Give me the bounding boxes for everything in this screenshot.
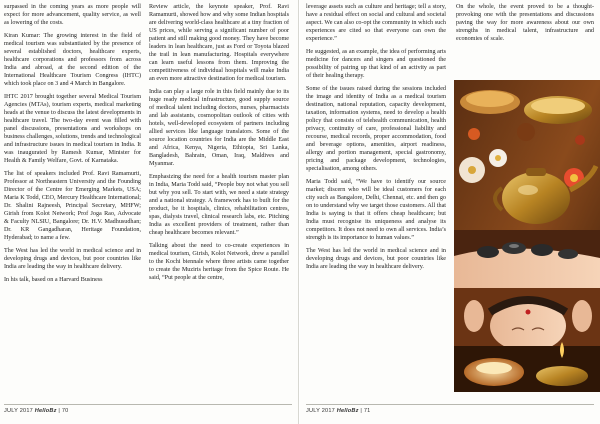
footer-divider: [4, 404, 292, 405]
left-column-1: [4, 3, 141, 400]
footer-brand: HelloBz: [34, 408, 57, 414]
page-footer-right: [306, 408, 370, 414]
photo-illustration: [454, 80, 600, 392]
left-page: [0, 0, 299, 424]
oil-lamp: [454, 342, 600, 392]
page-number: | 71: [360, 408, 371, 414]
right-column-2: [456, 3, 594, 79]
paragraph: Talking about the need to co-create experiences in medical tourism, Girish, Kolot Network, drew a parallel to the Kochi biennale where three artists came together to create the Muziris heritage from the Spice Route. He said, “Put people at the centre,: [149, 243, 289, 281]
paragraph: India can play a large role in this field mainly due to its huge ready medical infrastructure, good supply source of medical talent including doctors, nurses, pharmacists and lab assistants, cosmopolitan outlook of cities with hotels, well-developed ecosystem of partners including allied services like language translators. Some of the source location countries for India are the Middle East and Africa, Kenya, Nigeria, Ethiopia, Sri Lanka, Bangladesh, Bahrain, Oman, Iraq, Maldives and Myanmar.: [149, 89, 289, 167]
footer-month: JULY 2017: [4, 408, 33, 414]
paragraph: IHTC 2017 brought together several Medical Tourism Agencies (MTAs), tourism experts, medical marketing heads at the venue to discuss the latest developments in healthcare travel. The two-day event was filled with panel discussions, presentations and workshops on business challenges, solutions, trends and technological and infrastructure issues in medical tourism in India. It was inaugurated by Ramesh Kumar, Minister for Health & Family Welfare, Govt. of Karnataka.: [4, 94, 141, 164]
right-column-1: [306, 3, 446, 400]
footer-divider: [306, 404, 594, 405]
paragraph: Emphasizing the need for a health tourism master plan in India, Maria Todd said, “People buy not what you sell but why you sell. To start with, we need a state strategy and a national strategy. A framework has to built for the product, be it hospitals, clinics, rehabilitation centres, spas, dialysis travel, clinical research labs, etc. Pitching India as excellent providers of treatment, rather than cheap healthcare becomes relevant.”: [149, 174, 289, 236]
paragraph: The West has led the world in medical science and in developing drugs and devices, but poor countries like India are leading the way in healthcare delivery.: [4, 248, 141, 270]
paragraph: In his talk, based on a Harvard Business: [4, 277, 103, 283]
page-footer-left: [4, 408, 68, 414]
paragraph: On the whole, the event proved to be a thought-provoking one with the presentations and discussions paving the way for more awareness about our own strengths in medical talent, infrastructure and economies of scale.: [456, 4, 594, 42]
stone-massage: [454, 230, 600, 288]
paragraph: surpassed in the coming years as more people will expect for more advancement, quality service, as well as lowering of the costs.: [4, 4, 141, 26]
head-massage: [454, 288, 600, 352]
left-column-2: [149, 3, 289, 400]
footer-month: JULY 2017: [306, 408, 335, 414]
page-number: | 70: [58, 408, 69, 414]
paragraph: Some of the issues raised during the sessions included the image and identity of India as a medical tourism destination, national reputation, capacity development, taxation, information systems, need to develop a health policy that consists of telehealth communication, health privacy, continuity of care, professional liability and recourse, medical records, proper accommodation, food and beverage options, amenities, airport readiness, allergy and portion management, special gastronomy, pricing and package development, technologies, specialisation, among others.: [306, 86, 446, 172]
right-page: [300, 0, 600, 424]
paragraph: Maria Todd said, “We have to identify our source market; discern who will be ideal customers for each city such as Bangalore, Delhi, Chennai, etc. and then go on to understand why we target those customers. All that India is saying is that it offers cheap healthcare; but India must recognise its uniqueness and analyse its competitors. It does not need to own all services. India’s strength is its importance to human values.”: [306, 179, 446, 241]
paragraph: Review article, the keynote speaker, Prof. Ravi Ramamurti, showed how and why some Indian hospitals are delivering world-class healthcare at a tiny fraction of US prices, while serving a significant number of poor patient and still making good money. They have become leaders in lean healthcare, just as Ford or Toyota blazed the trail in lean manufacturing. Hospitals everywhere can learn useful lessons from them. Improving the competitiveness of individual hospitals will make India an even more attractive destination for medical tourism.: [149, 4, 289, 82]
footer-brand: HelloBz: [336, 408, 359, 414]
paragraph: The list of speakers included Prof. Ravi Ramamurti, Professor at Northeastern University and the Founding Director of the Centre for Emerging Markets, USA; Maria K Todd, CEO, Mercury Healthcare International; Dr. Shalini Rajneesh, Principal Secretary, MHFW; Girish from Kolot Network; Prof Joga Rao, Advocate & Faculty NLSIU, Bangalore; Dr. H.V. Madhusudhan; Dr. KR Gangadharan, Heritage Foundation, Hyderabad; to name a few.: [4, 171, 141, 241]
paragraph: leverage assets such as culture and heritage; tell a story, have a residual effect on social and cultural and societal aspect. We can also co-opt the community in which such experiences are cited so that everyone can own the experience.”: [306, 4, 446, 42]
ayurveda-spa-photo: [454, 80, 600, 392]
paragraph: Kiran Kumar: The growing interest in the field of medical tourism was substantiated by the presence of several established doctors, healthcare experts, healthcare corporations and professors from across India and abroad, at the second edition of the International Healthcare Tourism Congress (IHTC) which took place on 3 and 4 March in Bangalore.: [4, 33, 141, 87]
paragraph: He suggested, as an example, the idea of performing arts medicine for dancers and singers and questioned the possibility of pairing up that kind of an activity as part of their healing therapy.: [306, 49, 446, 79]
paragraph: The West has led the world in medical science and in developing drugs and devices, but poor countries like India are leading the way in healthcare delivery.: [306, 248, 446, 270]
